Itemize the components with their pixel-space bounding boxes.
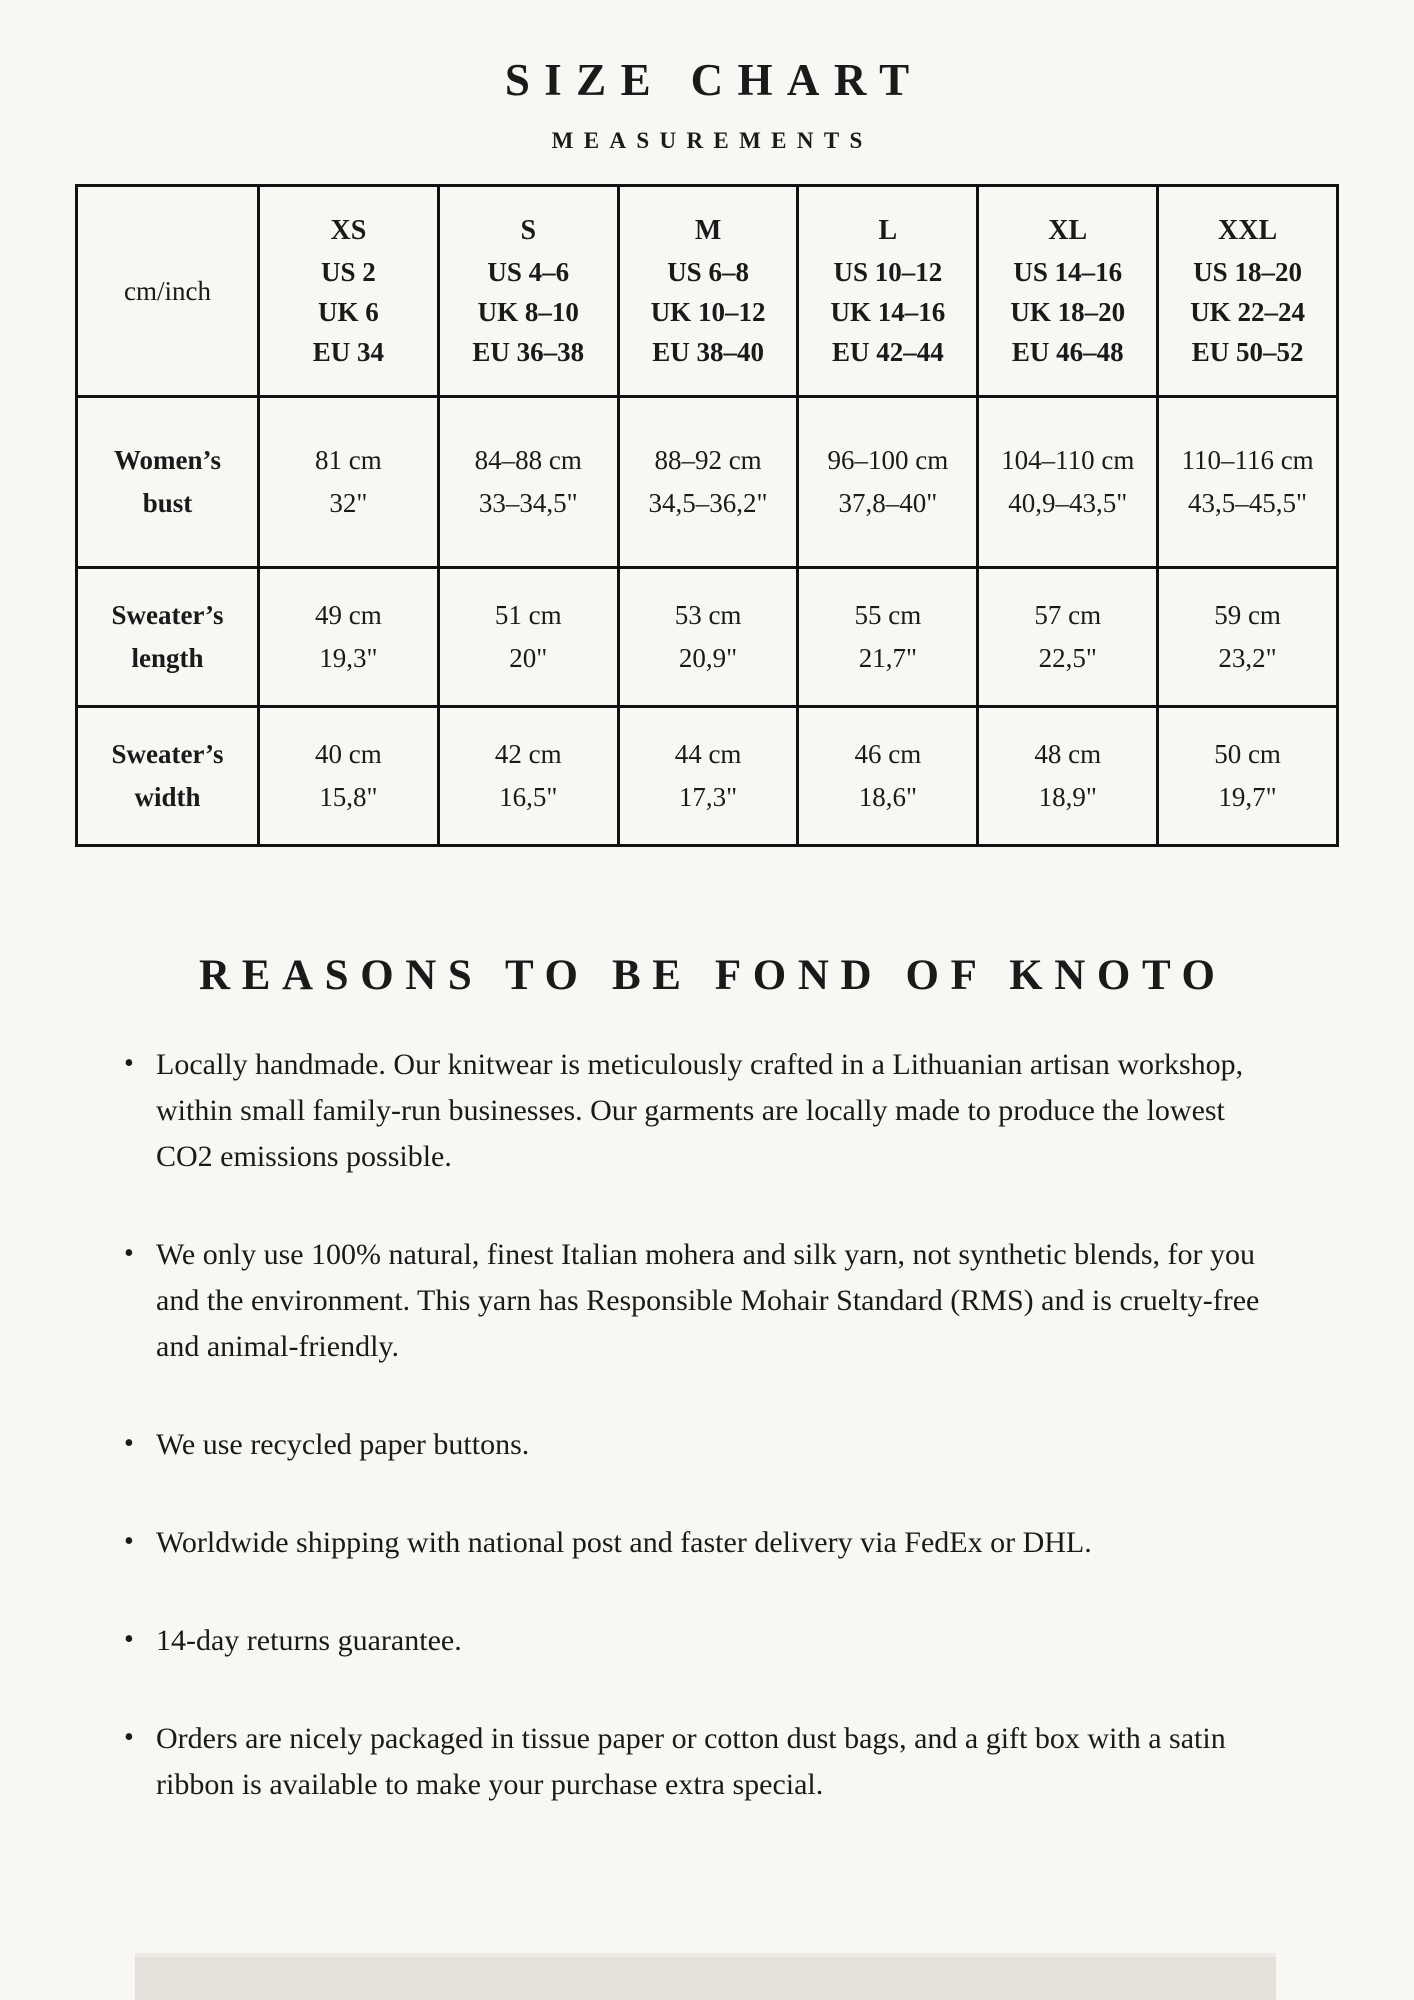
reason-text: We use recycled paper buttons. bbox=[156, 1428, 530, 1461]
size-label: XXL bbox=[1218, 215, 1278, 246]
unit-label: cm/inch bbox=[124, 275, 211, 306]
table-row-womens-bust bbox=[77, 397, 1338, 568]
uk-size: UK 6 bbox=[318, 297, 379, 327]
eu-size: EU 42–44 bbox=[832, 337, 944, 367]
inch-value: 43,5–45,5" bbox=[1188, 488, 1308, 518]
corner-cell bbox=[77, 186, 259, 397]
size-label: S bbox=[520, 215, 537, 246]
uk-size: UK 10–12 bbox=[650, 297, 766, 327]
bullet-icon: • bbox=[124, 1624, 134, 1655]
list-item bbox=[122, 1520, 1284, 1566]
cm-value: 44 cm bbox=[674, 739, 742, 769]
size-table bbox=[75, 184, 1339, 847]
table-cell bbox=[259, 707, 439, 846]
inch-value: 19,7" bbox=[1218, 782, 1277, 812]
inch-value: 37,8–40" bbox=[838, 488, 938, 518]
bullet-icon: • bbox=[124, 1526, 134, 1557]
table-cell bbox=[1158, 707, 1338, 846]
cm-value: 48 cm bbox=[1034, 739, 1102, 769]
table-cell bbox=[798, 397, 978, 568]
list-item bbox=[122, 1716, 1284, 1808]
eu-size: EU 34 bbox=[312, 337, 385, 367]
size-label: XL bbox=[1048, 215, 1088, 246]
uk-size: UK 18–20 bbox=[1010, 297, 1126, 327]
table-cell bbox=[618, 397, 798, 568]
us-size: US 14–16 bbox=[1013, 257, 1123, 287]
page-title: SIZE CHART bbox=[504, 55, 924, 105]
us-size: US 6–8 bbox=[667, 257, 749, 287]
table-cell bbox=[978, 707, 1158, 846]
uk-size: UK 22–24 bbox=[1190, 297, 1305, 327]
inch-value: 40,9–43,5" bbox=[1008, 488, 1128, 518]
cm-value: 51 cm bbox=[494, 600, 562, 630]
us-size: US 2 bbox=[321, 257, 376, 287]
size-label: L bbox=[878, 215, 898, 246]
uk-size: UK 14–16 bbox=[830, 297, 946, 327]
reason-text: We only use 100% natural, finest Italian mohera and silk yarn, not synthetic blends, for you and the environment. This yarn has Responsible Mohair Standard (RMS) and is cruelty-free and animal-friendly. bbox=[156, 1238, 1260, 1363]
bullet-icon: • bbox=[124, 1048, 134, 1079]
table-cell bbox=[618, 568, 798, 707]
inch-value: 33–34,5" bbox=[478, 488, 578, 518]
eu-size: EU 38–40 bbox=[652, 337, 764, 367]
table-cell bbox=[798, 568, 978, 707]
inch-value: 21,7" bbox=[858, 643, 918, 673]
us-size: US 18–20 bbox=[1193, 257, 1302, 287]
cm-value: 57 cm bbox=[1034, 600, 1102, 630]
table-cell bbox=[259, 568, 439, 707]
table-cell bbox=[618, 707, 798, 846]
cm-value: 53 cm bbox=[674, 600, 742, 630]
inch-value: 18,9" bbox=[1038, 782, 1097, 812]
table-header-row bbox=[77, 186, 1338, 397]
reason-text: 14-day returns guarantee. bbox=[156, 1624, 462, 1657]
reasons-list bbox=[122, 1042, 1284, 1808]
cm-value: 84–88 cm bbox=[474, 445, 582, 475]
row-label: Sweater’s width bbox=[77, 707, 259, 846]
reason-text: Locally handmade. Our knitwear is meticulously crafted in a Lithuanian artisan workshop, within small family-run businesses. Our garments are locally made to produce the lowest CO2 emissions possible. bbox=[156, 1048, 1244, 1173]
inch-value: 16,5" bbox=[499, 782, 558, 812]
table-cell bbox=[978, 568, 1158, 707]
bullet-icon: • bbox=[124, 1722, 134, 1753]
size-col-xl bbox=[978, 186, 1158, 397]
cm-value: 110–116 cm bbox=[1181, 445, 1314, 475]
table-cell bbox=[438, 568, 618, 707]
cm-value: 50 cm bbox=[1214, 739, 1281, 769]
table-cell bbox=[978, 397, 1158, 568]
bullet-icon: • bbox=[124, 1238, 134, 1269]
cm-value: 88–92 cm bbox=[654, 445, 762, 475]
inch-value: 20" bbox=[509, 643, 548, 673]
inch-value: 32" bbox=[329, 488, 368, 518]
table-cell bbox=[798, 707, 978, 846]
cm-value: 104–110 cm bbox=[1001, 445, 1135, 475]
inch-value: 34,5–36,2" bbox=[648, 488, 768, 518]
bullet-icon: • bbox=[124, 1428, 134, 1459]
table-cell bbox=[1158, 397, 1338, 568]
cm-value: 96–100 cm bbox=[827, 445, 949, 475]
cm-value: 81 cm bbox=[315, 445, 382, 475]
us-size: US 10–12 bbox=[833, 257, 943, 287]
cm-value: 42 cm bbox=[494, 739, 562, 769]
reason-text: Orders are nicely packaged in tissue paper or cotton dust bags, and a gift box with a satin ribbon is available to make your purchase extra special. bbox=[156, 1722, 1226, 1801]
inch-value: 17,3" bbox=[678, 782, 738, 812]
size-col-xs bbox=[259, 186, 439, 397]
size-col-s bbox=[438, 186, 618, 397]
size-label: XS bbox=[330, 215, 367, 246]
row-label: Sweater’s length bbox=[77, 568, 259, 707]
cm-value: 55 cm bbox=[854, 600, 922, 630]
inch-value: 23,2" bbox=[1218, 643, 1277, 673]
size-label: M bbox=[694, 215, 722, 246]
eu-size: EU 50–52 bbox=[1191, 337, 1304, 367]
list-item bbox=[122, 1422, 1284, 1468]
uk-size: UK 8–10 bbox=[477, 297, 579, 327]
reasons-heading: REASONS TO BE FOND OF KNOTO bbox=[199, 952, 1227, 999]
list-item bbox=[122, 1618, 1284, 1664]
table-row-sweater-width bbox=[77, 707, 1338, 846]
size-col-m bbox=[618, 186, 798, 397]
list-item bbox=[122, 1232, 1284, 1370]
size-col-xxl bbox=[1158, 186, 1338, 397]
inch-value: 18,6" bbox=[858, 782, 918, 812]
table-cell bbox=[1158, 568, 1338, 707]
reason-text: Worldwide shipping with national post and faster delivery via FedEx or DHL. bbox=[156, 1526, 1092, 1559]
row-label: Women’s bust bbox=[77, 397, 259, 568]
table-row-sweater-length bbox=[77, 568, 1338, 707]
eu-size: EU 36–38 bbox=[472, 337, 585, 367]
cm-value: 40 cm bbox=[315, 739, 382, 769]
page-subtitle: MEASUREMENTS bbox=[551, 128, 873, 153]
table-cell bbox=[438, 707, 618, 846]
table-cell bbox=[438, 397, 618, 568]
table-cell bbox=[259, 397, 439, 568]
inch-value: 20,9" bbox=[678, 643, 738, 673]
inch-value: 15,8" bbox=[319, 782, 378, 812]
size-col-l bbox=[798, 186, 978, 397]
inch-value: 22,5" bbox=[1038, 643, 1097, 673]
footer-band bbox=[135, 1953, 1276, 2000]
us-size: US 4–6 bbox=[487, 257, 570, 287]
cm-value: 46 cm bbox=[854, 739, 922, 769]
eu-size: EU 46–48 bbox=[1011, 337, 1124, 367]
list-item bbox=[122, 1042, 1284, 1180]
cm-value: 59 cm bbox=[1214, 600, 1281, 630]
cm-value: 49 cm bbox=[315, 600, 382, 630]
inch-value: 19,3" bbox=[319, 643, 378, 673]
